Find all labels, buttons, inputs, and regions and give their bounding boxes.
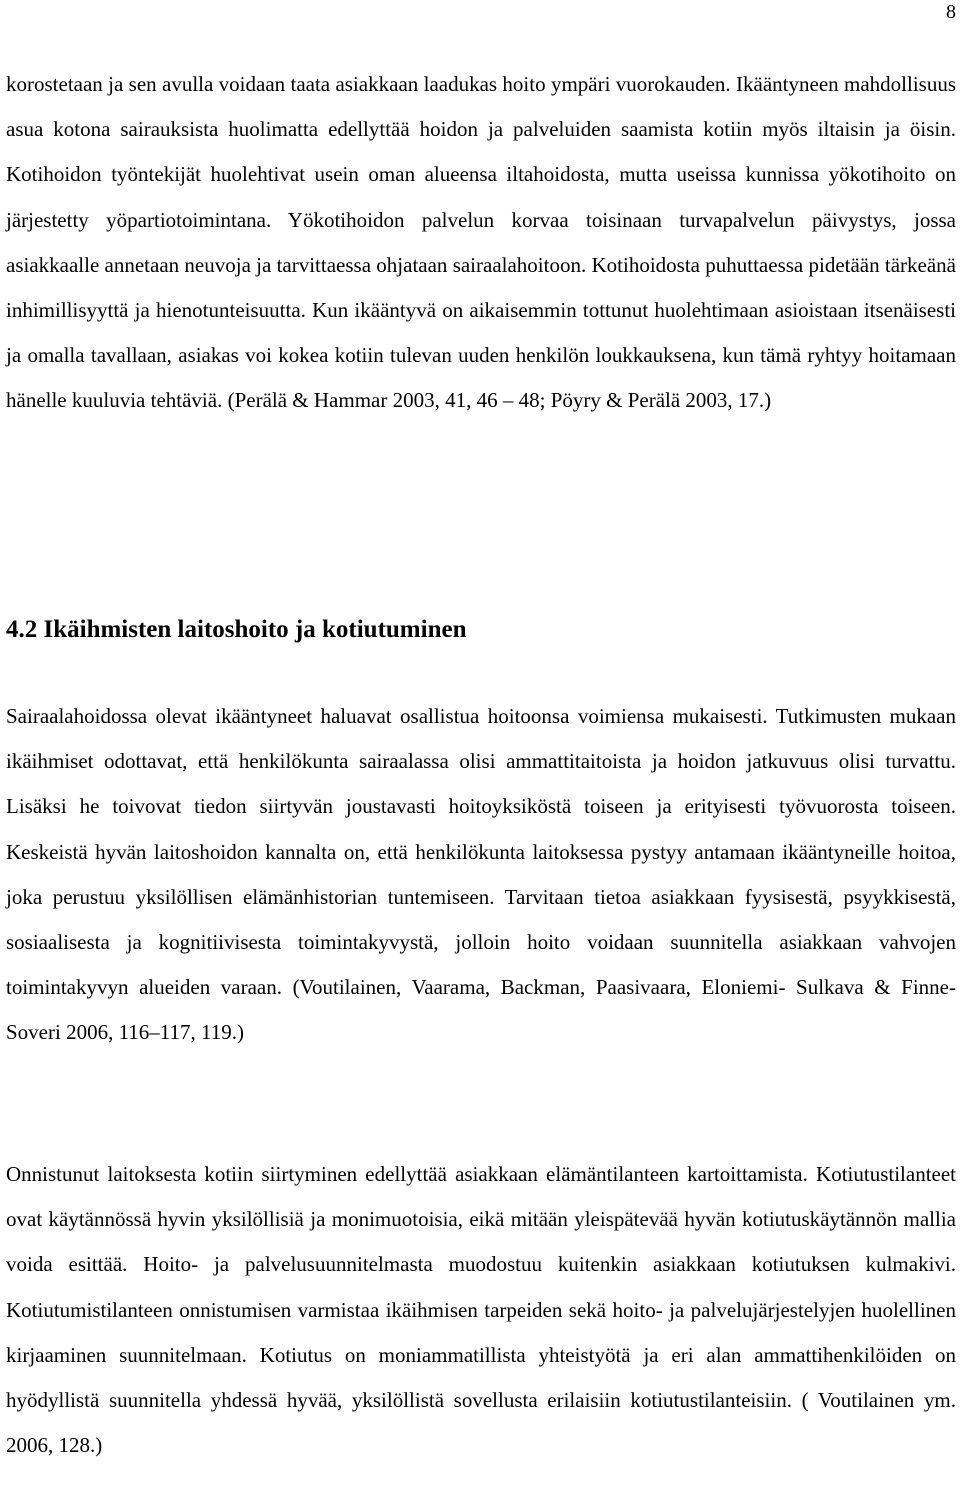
- body-paragraph-1: korostetaan ja sen avulla voidaan taata asiakkaan laadukas hoito ympäri vuorokauden. Ikääntyneen mahdollisuus asua kotona sairauksista huolimatta edellyttää hoidon ja palveluiden saamista kotiin myös iltaisin ja öisin. Kotihoidon työntekijät huolehtivat usein oman alueensa iltahoidosta, mutta useissa kunnissa yökotihoito on järjestetty yöpartiotoimintana. Yökotihoidon palvelun korvaa toisinaan turvapalvelun päivystys, jossa asiakkaalle annetaan neuvoja ja tarvittaessa ohjataan sairaalahoitoon. Kotihoidosta puhuttaessa pidetään tärkeänä inhimillisyyttä ja hienotunteisuutta. Kun ikääntyvä on aikaisemmin tottunut huolehtimaan asioistaan itsenäisesti ja omalla tavallaan, asiakas voi kokea kotiin tulevan uuden henkilön loukkauksena, kun tämä ryhtyy hoitamaan hänelle kuuluvia tehtäviä. (Perälä & Hammar 2003, 41, 46 – 48; Pöyry & Perälä 2003, 17.): [6, 72, 956, 413]
- page-number: 8: [946, 1, 956, 23]
- body-paragraph-3: Onnistunut laitoksesta kotiin siirtyminen edellyttää asiakkaan elämäntilanteen kartoittamista. Kotiutustilanteet ovat käytännössä hyvin yksilöllisiä ja monimuotoisia, eikä mitään yleispätevää hyvän kotiutuskäytännön mallia voida esittää. Hoito- ja palvelusuunnitelmasta muodostuu kuitenkin asiakkaan kotiutuksen kulmakivi. Kotiutumistilanteen onnistumisen varmistaa ikäihmisen tarpeiden sekä hoito- ja palvelujärjestelyjen huolellinen kirjaaminen suunnitelmaan. Kotiutus on moniammatillista yhteistyötä ja eri alan ammattihenkilöiden on hyödyllistä suunnitella yhdessä hyvää, yksilöllistä sovellusta erilaisiin kotiutustilanteisiin. ( Voutilainen ym. 2006, 128.): [6, 1162, 956, 1458]
- section-heading: 4.2 Ikäihmisten laitoshoito ja kotiutuminen: [6, 616, 467, 643]
- body-paragraph-2: Sairaalahoidossa olevat ikääntyneet haluavat osallistua hoitoonsa voimiensa mukaisesti. Tutkimusten mukaan ikäihmiset odottavat, että henkilökunta sairaalassa olisi ammattitaitoista ja hoidon jatkuvuus olisi turvattu. Lisäksi he toivovat tiedon siirtyvän joustavasti hoitoyksiköstä toiseen ja erityisesti työvuorosta toiseen. Keskeistä hyvän laitoshoidon kannalta on, että henkilökunta laitoksessa pystyy antamaan ikääntyneille hoitoa, joka perustuu yksilöllisen elämänhistorian tuntemiseen. Tarvitaan tietoa asiakkaan fyysisestä, psyykkisestä, sosiaalisesta ja kognitiivisesta toimintakyvystä, jolloin hoito voidaan suunnitella asiakkaan vahvojen toimintakyvyn alueiden varaan. (Voutilainen, Vaarama, Backman, Paasivaara, Eloniemi- Sulkava & Finne- Soveri 2006, 116–117, 119.): [6, 704, 956, 1045]
